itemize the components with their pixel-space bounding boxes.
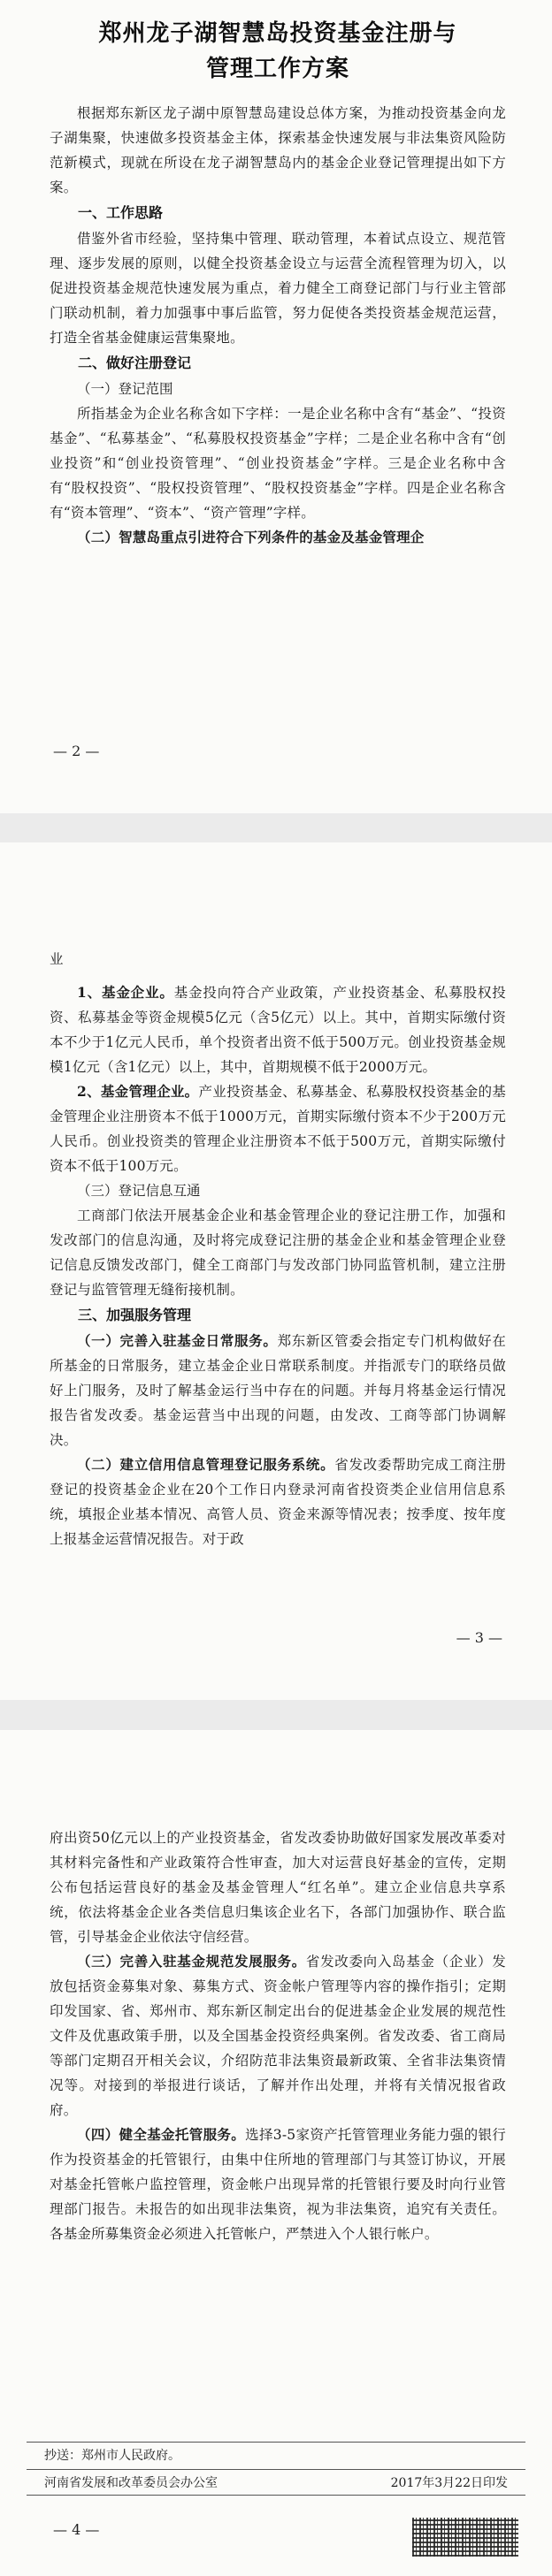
document-page-4 xyxy=(0,1730,552,2576)
intro-paragraph: 根据郑东新区龙子湖中原智慧岛建设总体方案，为推动投资基金向龙子湖集聚，快速做多投资基金主体，探索基金快速发展与非法集资风险防范新模式，现就在所设在龙子湖智慧岛内的基金企业登记管理提出如下方案。 xyxy=(50,105,506,195)
fund-manager-lead: 2、基金管理企业。 xyxy=(77,1083,199,1100)
section-3-2-lead: （二）建立信用信息管理登记服务系统。 xyxy=(77,1456,335,1473)
section-2-3-text: 工商部门依法开展基金企业和基金管理企业的登记注册工作，加强和发改部门的信息沟通，及时将完成登记注册的基金企业和基金管理企业登记信息反馈发改部门，健全工商部门与发改部门协同监管机制，建立注册登记与监管管理无缝衔接机制。 xyxy=(50,1208,506,1298)
continued-paragraph: 府出资50亿元以上的产业投资基金，省发改委协助做好国家发展改革委对其材料完备性和产业政策符合性审查，加大对运营良好基金的宣传，定期公布包括运营良好的基金及基金管理人“红名单”。建立企业信息共享系统，依法将基金企业各类信息归集该企业名下，各部门加强协作、联合监管，引导基金企业依法守信经营。 xyxy=(50,1830,506,1945)
fund-manager-paragraph xyxy=(50,1079,506,1178)
section-3-1-text: 郑东新区管委会指定专门机构做好在所基金的日常服务，建立基金企业日常联系制度。并指派专门的联络员做好上门服务，及时了解基金运行当中存在的问题。并每月将基金运行情况报告省发改委。基金运营当中出现的问题，由发改、工商等部门协调解决。 xyxy=(50,1333,506,1448)
section-3-4-paragraph xyxy=(50,2123,506,2246)
section-2-2-text: （二）智慧岛重点引进符合下列条件的基金及基金管理企 xyxy=(77,529,425,545)
barcode-icon xyxy=(412,2518,518,2557)
section-3-heading: 三、加强服务管理 xyxy=(78,1307,192,1323)
document-page-2 xyxy=(0,0,552,813)
fund-enterprise-text: 基金投向符合产业政策，产业投资基金、私募股权投资、私募基金等资金规模5亿元（含5亿元）以上。其中，首期实际缴付资本不少于1亿元人民币，单个投资者出资不低于500万元。创业投资基金规模1亿元（含1亿元）以上，其中，首期规模不低于2000万元。 xyxy=(50,985,506,1075)
issuer-office: 河南省发展和改革委员会办公室 xyxy=(44,2476,218,2490)
cc-line: 抄送：郑州市人民政府。 xyxy=(44,2449,180,2463)
fund-manager-text: 产业投资基金、私募基金、私募股权投资基金的基金管理企业注册资本不低于1000万元，首期实际缴付资本不少于200万元人民币。创业投资类的管理企业注册资本不低于500万元，首期实际缴付资本不低于100万元。 xyxy=(50,1084,507,1174)
document-title-line-1: 郑州龙子湖智慧岛投资基金注册与 xyxy=(98,20,457,47)
section-2-1-text: 所指基金为企业名称含如下字样：一是企业名称中含有“基金”、“投资基金”、“私募基金”、“私募股权投资基金”字样；二是企业名称中含有“创业投资”和“创业投资管理”、“创业投资基金”字样。三是企业名称中含有“股权投资”、“股权投资管理”、“股权投资基金”字样。四是企业名称含有“资本管理”、“资本”、“资产管理”字样。 xyxy=(50,406,506,521)
fund-enterprise-lead: 1、基金企业。 xyxy=(77,984,174,1001)
section-3-4-text: 选择3-5家资产托管管理业务能力强的银行作为投资基金的托管银行，由集中住所地的管理部门与其签订协议，开展对基金托管帐户监控管理，资金帐户出现异常的托管银行要及时向行业管理部门报告。未报告的如出现非法集资，视为非法集资，追究有关责任。各基金所募集资金必须进入托管帐户，严禁进入个人银行帐户。 xyxy=(50,2127,506,2242)
section-1-heading: 一、工作思路 xyxy=(78,204,164,221)
page-number-2: — 2 — xyxy=(53,743,100,759)
footer-rule-bottom xyxy=(27,2495,525,2496)
section-2-1-heading: （一）登记范围 xyxy=(77,381,173,397)
section-2-3-heading: （三）登记信息互通 xyxy=(77,1183,201,1199)
section-3-2-paragraph xyxy=(50,1452,506,1551)
section-3-1-paragraph xyxy=(50,1329,506,1452)
document-title-line-2: 管理工作方案 xyxy=(205,56,349,82)
issue-date: 2017年3月22日印发 xyxy=(390,2476,508,2490)
document-page-3 xyxy=(0,842,552,1700)
section-1-text: 借鉴外省市经验，坚持集中管理、联动管理，本着试点设立、规范管理、逐步发展的原则，以健全投资基金设立与运营全流程管理为切入，以促进投资基金规范快速发展为重点，着力健全工商登记部门与行业主管部门联动机制，着力加强事中事后监管，努力促使各类投资基金规范运营，打造全省基金健康运营集聚地。 xyxy=(50,231,506,346)
continued-text: 业 xyxy=(50,951,64,967)
section-2-heading: 二、做好注册登记 xyxy=(78,354,192,371)
section-3-2-text: 省发改委帮助完成工商注册登记的投资基金企业在20个工作日内登录河南省投资类企业信用信息系统，填报企业基本情况、高管人员、资金来源等情况表；按季度、按年度上报基金运营情况报告。对于政 xyxy=(50,1457,506,1547)
section-3-3-text: 省发改委向入岛基金（企业）发放包括资金募集对象、募集方式、资金帐户管理等内容的操作指引；定期印发国家、省、郑州市、郑东新区制定出台的促进基金企业发展的规范性文件及优惠政策手册，以及全国基金投资经典案例。省发改委、省工商局等部门定期召开相关会议，介绍防范非法集资最新政策、全省非法集资情况等。对接到的举报进行谈话，了解并作出处理，并将有关情况报省政府。 xyxy=(50,1954,506,2118)
fund-enterprise-paragraph xyxy=(50,980,506,1079)
page-number-4: — 4 — xyxy=(53,2521,100,2538)
section-3-1-lead: （一）完善入驻基金日常服务。 xyxy=(77,1332,278,1349)
section-3-3-lead: （三）完善入驻基金规范发展服务。 xyxy=(77,1953,306,1970)
section-3-3-paragraph xyxy=(50,1949,506,2123)
section-3-4-lead: （四）健全基金托管服务。 xyxy=(77,2126,246,2143)
page-number-3: — 3 — xyxy=(456,1629,502,1646)
